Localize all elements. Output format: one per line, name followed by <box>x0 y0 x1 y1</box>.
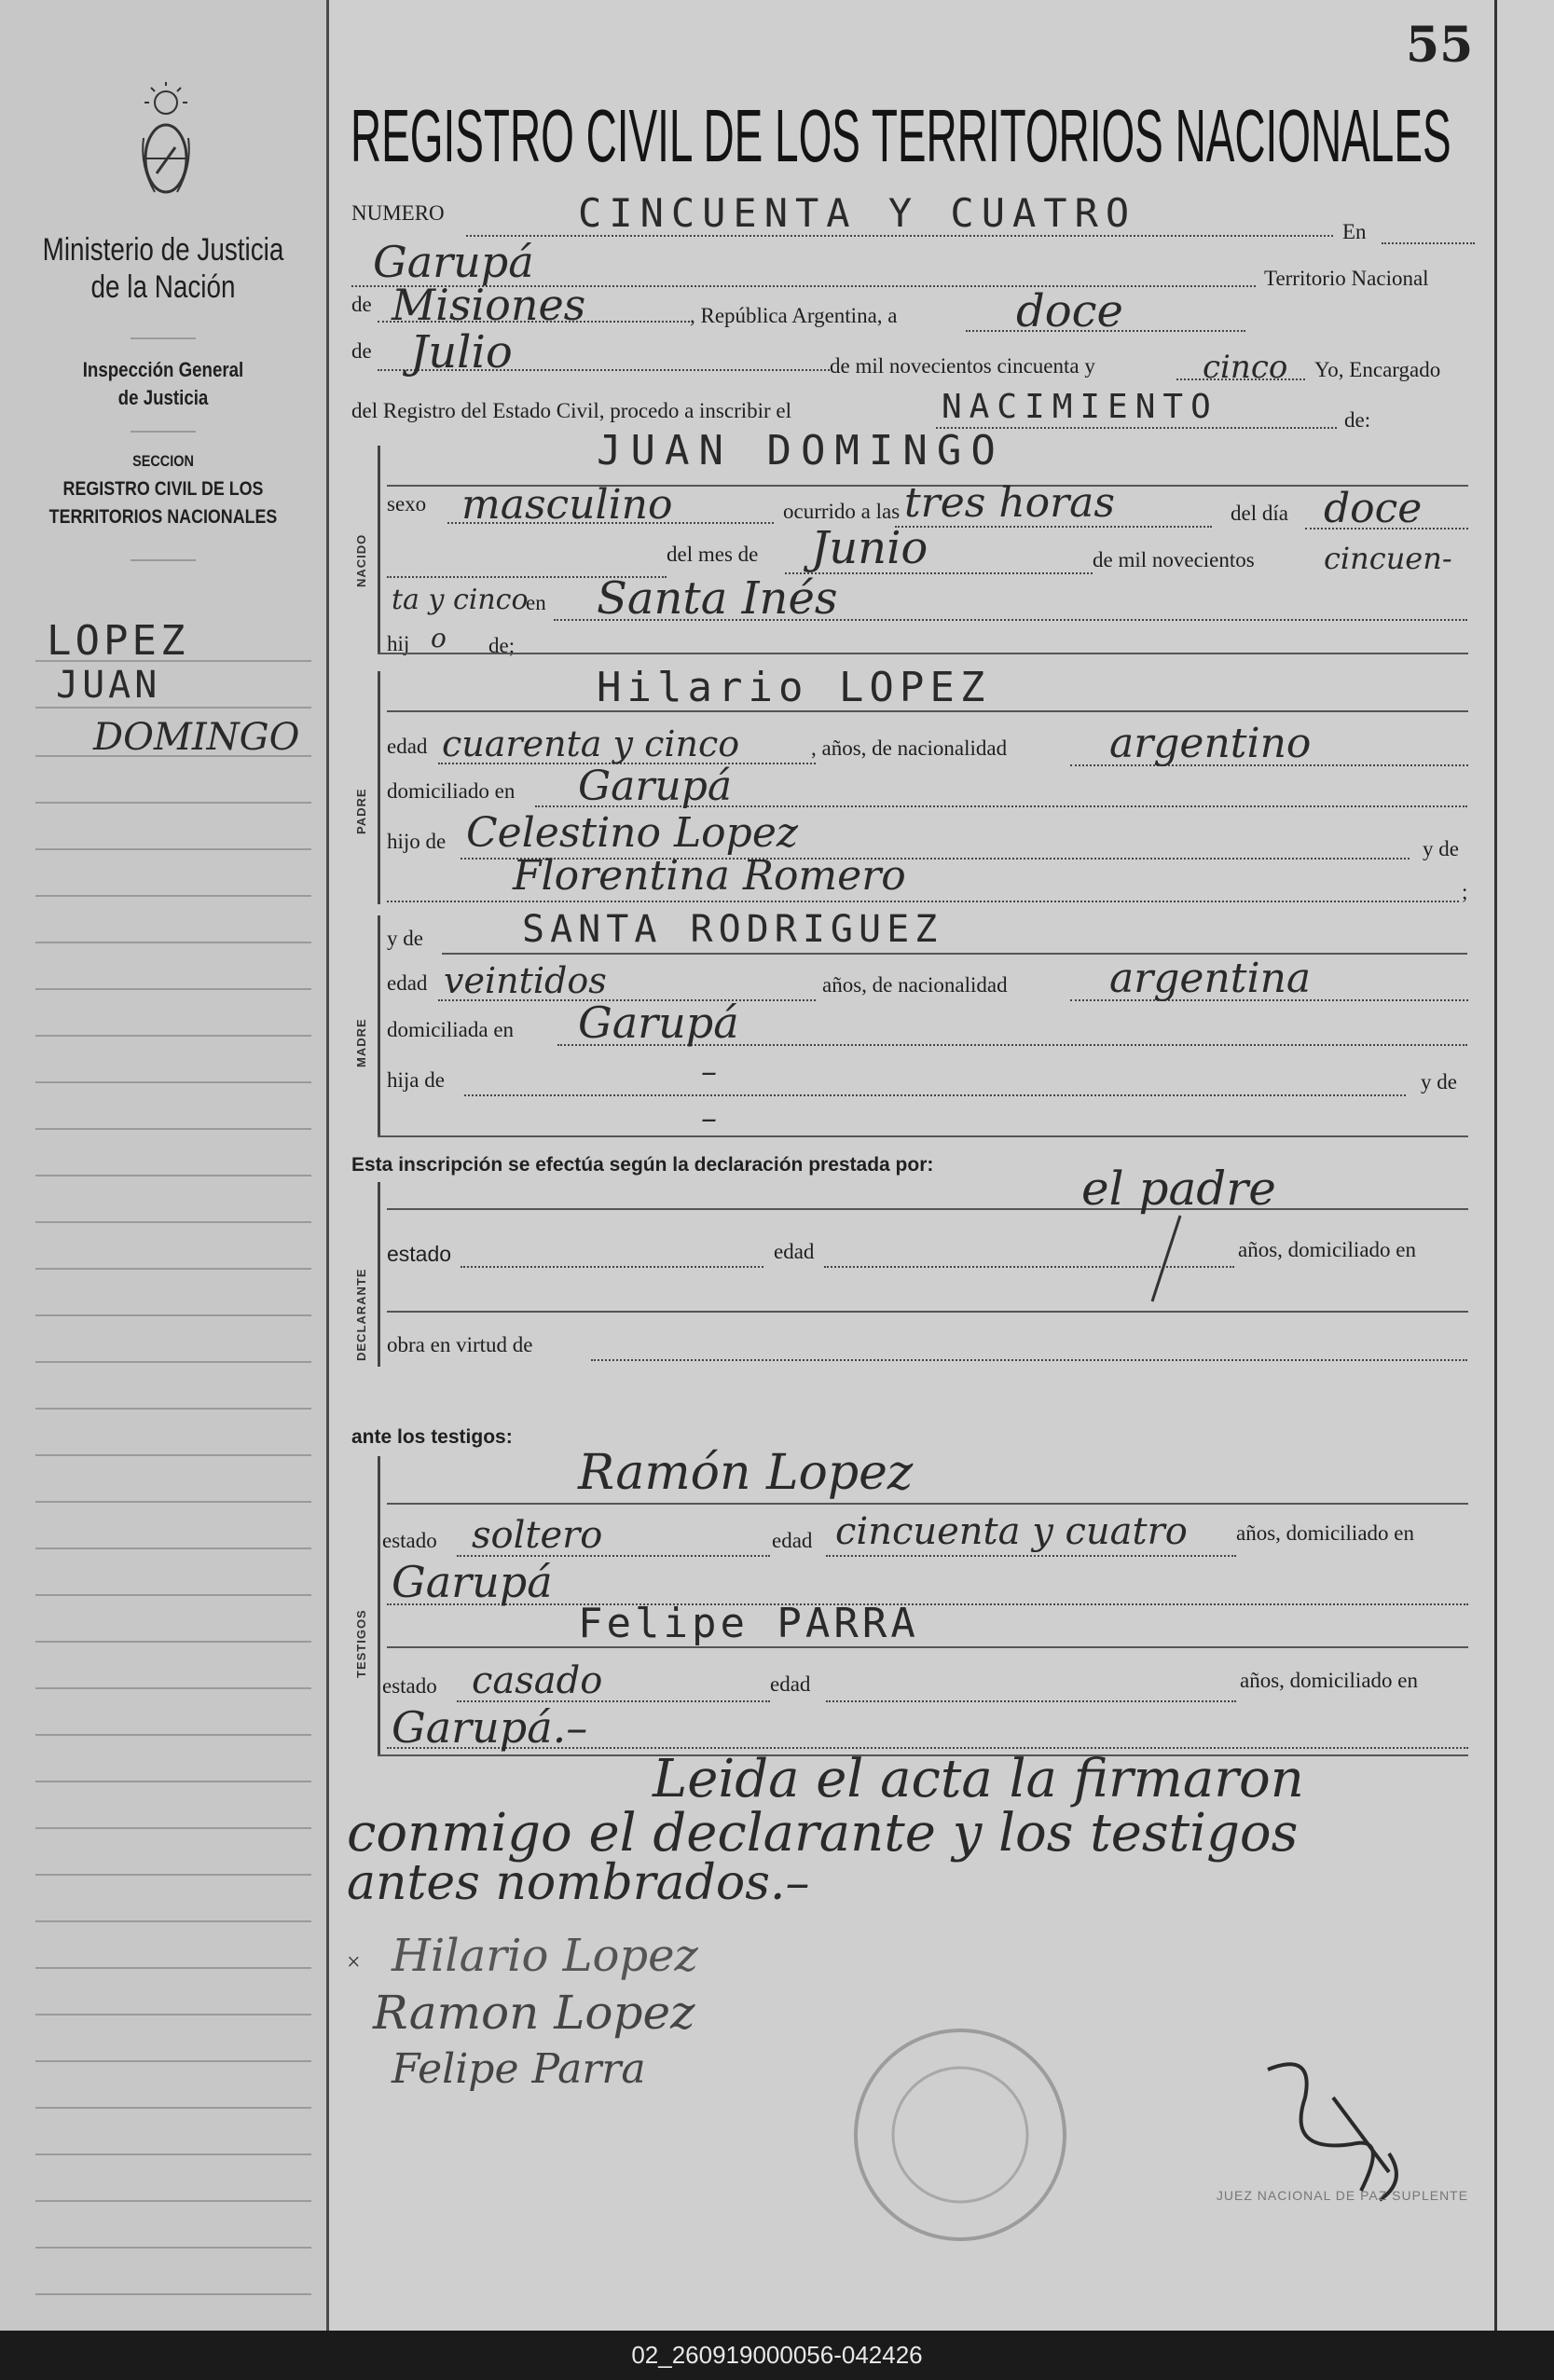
acto-value: NACIMIENTO <box>942 388 1218 426</box>
margin-column <box>0 0 329 2331</box>
anos-domiciliado-t2-label: años, domiciliado en <box>1240 1669 1418 1692</box>
edad-decl-label: edad <box>774 1240 815 1263</box>
estado-t2-label: estado <box>382 1674 437 1698</box>
sexo-label: sexo <box>387 492 427 516</box>
domiciliado-padre-label: domiciliado en <box>387 779 516 803</box>
edad-padre-label: edad <box>387 735 428 758</box>
mes-nac-value: Junio <box>811 522 928 574</box>
anos-nac-madre-label: años, de nacionalidad <box>822 973 1008 997</box>
madre-domicilio-value: Garupá <box>578 997 739 1048</box>
anio-nac-value-2: ta y cinco <box>392 584 529 616</box>
localidad-value: Garupá <box>373 237 534 287</box>
madre-hija-de-value-2: – <box>701 1100 717 1137</box>
yo-encargado-label: Yo, Encargado <box>1314 358 1441 381</box>
dia-nac-value: doce <box>1324 485 1423 532</box>
de-label-2: de <box>351 339 372 363</box>
round-seal-icon <box>848 2023 1072 2247</box>
edad-madre-label: edad <box>387 971 428 995</box>
padre-nacionalidad-value: argentino <box>1109 720 1312 767</box>
hora-value: tres horas <box>904 479 1115 527</box>
margin-surname: LOPEZ <box>47 617 189 665</box>
ocurrido-label: ocurrido a las <box>783 500 901 523</box>
testigo2-estado-value: casado <box>472 1659 603 1702</box>
testigos-side-label: TESTIGOS <box>354 1609 368 1678</box>
signature-1: Hilario Lopez <box>392 1930 698 1982</box>
padre-nombre-value: Hilario LOPEZ <box>597 664 991 711</box>
declaracion-label: Esta inscripción se efectúa según la declaración prestada por: <box>351 1154 934 1176</box>
testigo1-estado-value: soltero <box>472 1514 603 1557</box>
sexo-value: masculino <box>461 481 673 529</box>
signature-mark-icon: × <box>347 1948 361 1975</box>
anio-value: cinco <box>1203 349 1288 386</box>
anos-domiciliado-t1-label: años, domiciliado en <box>1236 1521 1414 1545</box>
republica-label: , República Argentina, a <box>690 304 898 327</box>
coat-of-arms-icon <box>138 82 194 203</box>
nombre-value: JUAN DOMINGO <box>597 427 1005 475</box>
section-line3: TERRITORIOS NACIONALES <box>48 506 278 528</box>
en-label: En <box>1342 220 1367 243</box>
domiciliada-label: domiciliada en <box>387 1018 515 1041</box>
de-mil-label: de mil novecientos cincuenta y <box>830 354 1095 378</box>
padre-domicilio-value: Garupá <box>578 763 733 810</box>
hijo-suffix-value: o <box>431 623 447 653</box>
obra-label: obra en virtud de <box>387 1333 533 1356</box>
mes-value: Julio <box>410 326 513 378</box>
hijo-de-label: hijo de <box>387 830 447 853</box>
testigo1-edad-value: cincuenta y cuatro <box>835 1510 1188 1553</box>
document-title: REGISTRO CIVIL DE LOS TERRITORIOS NACIONALES <box>351 94 1451 177</box>
inspection-line2: de Justicia <box>117 386 209 409</box>
anos-nacionalidad-label: , años, de nacionalidad <box>811 736 1008 760</box>
anio-nac-value-1: cincuen- <box>1324 541 1452 576</box>
y-de-label: y de <box>1423 837 1459 860</box>
page-number: 55 <box>1406 17 1474 74</box>
closing-line-3: antes nombrados.– <box>347 1855 810 1911</box>
madre-nombre-value: SANTA RODRIGUEZ <box>522 908 943 951</box>
testigo1-domicilio-value: Garupá <box>392 1557 553 1607</box>
de-semicolon-label: de; <box>488 634 516 657</box>
del-dia-label: del día <box>1231 502 1288 525</box>
ministry-line1: Ministerio de Justicia <box>42 232 284 268</box>
inspection-line1: Inspección General <box>82 358 244 381</box>
section-line1: SECCION <box>132 452 194 470</box>
judge-stamp-text: JUEZ NACIONAL DE PAZ SUPLENTE <box>1216 2188 1469 2203</box>
section-line2: REGISTRO CIVIL DE LOS <box>62 478 264 500</box>
hija-de-label: hija de <box>387 1068 445 1092</box>
de-label-1: de <box>351 293 372 316</box>
ministry-line2: de la Nación <box>90 269 236 305</box>
madre-hija-de-value: – <box>701 1053 717 1091</box>
territorio-value: Misiones <box>392 280 586 330</box>
madre-edad-value: veintidos <box>444 960 607 1001</box>
closing-line-2: conmigo el declarante y los testigos <box>347 1803 1299 1864</box>
estado-t1-label: estado <box>382 1529 437 1552</box>
testigo2-nombre-value: Felipe PARRA <box>578 1600 919 1647</box>
numero-value: CINCUENTA Y CUATRO <box>578 190 1137 236</box>
edad-t1-label: edad <box>772 1529 813 1552</box>
declarante-side-label: DECLARANTE <box>354 1268 368 1361</box>
anos-domiciliado-decl-label: años, domiciliado en <box>1238 1238 1416 1261</box>
declarante-value: el padre <box>1081 1162 1276 1216</box>
margin-firstname: JUAN <box>56 664 161 707</box>
del-registro-label: del Registro del Estado Civil, procedo a inscribir el <box>351 399 792 422</box>
closing-line-1: Leida el acta la firmaron <box>653 1749 1304 1809</box>
hij-label: hij <box>387 632 410 655</box>
testigo2-domicilio-value: Garupá.– <box>392 1702 588 1753</box>
estado-decl-label: estado <box>387 1242 452 1266</box>
semicolon-label: ; <box>1462 880 1468 903</box>
right-margin-line <box>1494 0 1497 2331</box>
y-de-madre2-label: y de <box>1421 1070 1457 1094</box>
margin-middlename: DOMINGO <box>93 716 300 759</box>
lugar-nac-value: Santa Inés <box>597 572 838 625</box>
nacido-side-label: NACIDO <box>354 533 368 587</box>
edad-t2-label: edad <box>770 1672 811 1696</box>
numero-label: NUMERO <box>351 201 445 225</box>
testigo1-nombre-value: Ramón Lopez <box>578 1445 914 1501</box>
declarante-stroke <box>1147 1212 1184 1305</box>
de-mil-nov-label: de mil novecientos <box>1093 548 1255 571</box>
madre-side-label: MADRE <box>354 1018 368 1067</box>
abuela-value: Florentina Romero <box>513 852 906 900</box>
scan-id-footer: 02_260919000056-042426 <box>0 2331 1554 2380</box>
madre-nacionalidad-value: argentina <box>1109 955 1312 1002</box>
dia-value: doce <box>1016 285 1123 337</box>
territorio-nacional-label: Territorio Nacional <box>1264 267 1429 290</box>
ante-testigos-label: ante los testigos: <box>351 1426 513 1448</box>
en-lugar-label: en <box>526 591 546 614</box>
padre-side-label: PADRE <box>354 788 368 834</box>
de-colon-label: de: <box>1344 408 1371 432</box>
signature-2: Ramon Lopez <box>373 1986 695 2040</box>
y-de-madre-label: y de <box>387 927 423 950</box>
signature-3: Felipe Parra <box>392 2045 646 2093</box>
abuelo-value: Celestino Lopez <box>466 809 799 857</box>
del-mes-label: del mes de <box>667 543 759 566</box>
padre-edad-value: cuarenta y cinco <box>442 723 740 764</box>
